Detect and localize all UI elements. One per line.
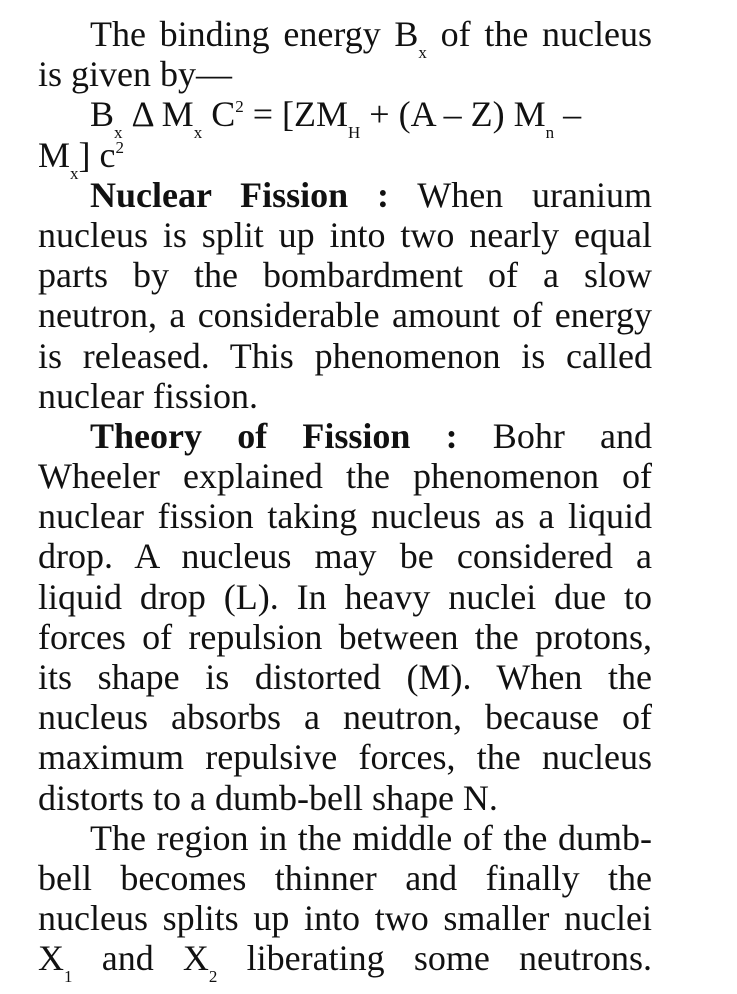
- theory-paragraph-line: Wheeler explained the phenomenon of: [38, 456, 652, 497]
- theory-paragraph-line: forces of repulsion between the protons,: [38, 616, 652, 657]
- theory-paragraph-line: nuclear fission taking nucleus as a liquid: [38, 496, 652, 537]
- region-paragraph-line-1: The region in the middle of the dumb-: [90, 817, 652, 858]
- theory-paragraph-line: drop. A nucleus may be considered a: [38, 536, 652, 577]
- theory-paragraph-line: maximum repulsive forces, the nucleus: [38, 737, 652, 778]
- subscript: 2: [208, 967, 218, 987]
- superscript: 2: [115, 137, 124, 157]
- fission-paragraph-line: nucleus is split up into two nearly equal: [38, 214, 652, 255]
- subscript: 1: [64, 967, 73, 987]
- superscript: 2: [235, 97, 244, 117]
- intro-line-1: The binding energy $B_x$ of the nucleus: [90, 14, 653, 62]
- subscript: x: [418, 43, 427, 62]
- fission-paragraph-line: neutron, a considerable amount of energy: [38, 295, 652, 336]
- region-paragraph-line: nucleus splits up into two smaller nuclei: [38, 898, 652, 939]
- theory-paragraph-line: liquid drop (L). In heavy nuclei due to: [38, 576, 652, 617]
- subscript: n: [545, 123, 555, 143]
- fission-paragraph-line-1: Nuclear Fission : When uranium: [90, 174, 652, 215]
- subscript: x: [70, 163, 79, 183]
- region-paragraph-line-last: $X_1$ and $X_2$ liberating some neutrons.: [38, 938, 652, 987]
- binding-energy-equation: $B_x$ Δ $M_x$ $C^2 = [ZM_H + (A - Z)$ $M_n$ –: [90, 94, 582, 143]
- document-page: [38, 14, 653, 987]
- fission-paragraph-line: nuclear fission.: [38, 375, 258, 416]
- subscript: H: [348, 123, 361, 143]
- theory-paragraph-line-1: Theory of Fission : Bohr and: [90, 415, 652, 456]
- binding-energy-equation-cont: $M_x$] $c^2$: [38, 134, 124, 183]
- region-paragraph-line: bell becomes thinner and finally the: [38, 857, 652, 898]
- theory-paragraph-line: distorts to a dumb-bell shape N.: [38, 777, 498, 818]
- fission-paragraph-line: is released. This phenomenon is called: [38, 335, 652, 376]
- fission-heading: Nuclear Fission :: [90, 174, 390, 215]
- theory-paragraph-line: its shape is distorted (M). When the: [38, 657, 652, 697]
- subscript: x: [114, 123, 123, 143]
- theory-paragraph-line: nucleus absorbs a neutron, because of: [38, 697, 652, 738]
- fission-paragraph-line: parts by the bombardment of a slow: [38, 255, 652, 296]
- intro-line-2: is given by—: [38, 54, 232, 95]
- subscript: x: [193, 123, 203, 143]
- theory-heading: Theory of Fission :: [90, 415, 458, 456]
